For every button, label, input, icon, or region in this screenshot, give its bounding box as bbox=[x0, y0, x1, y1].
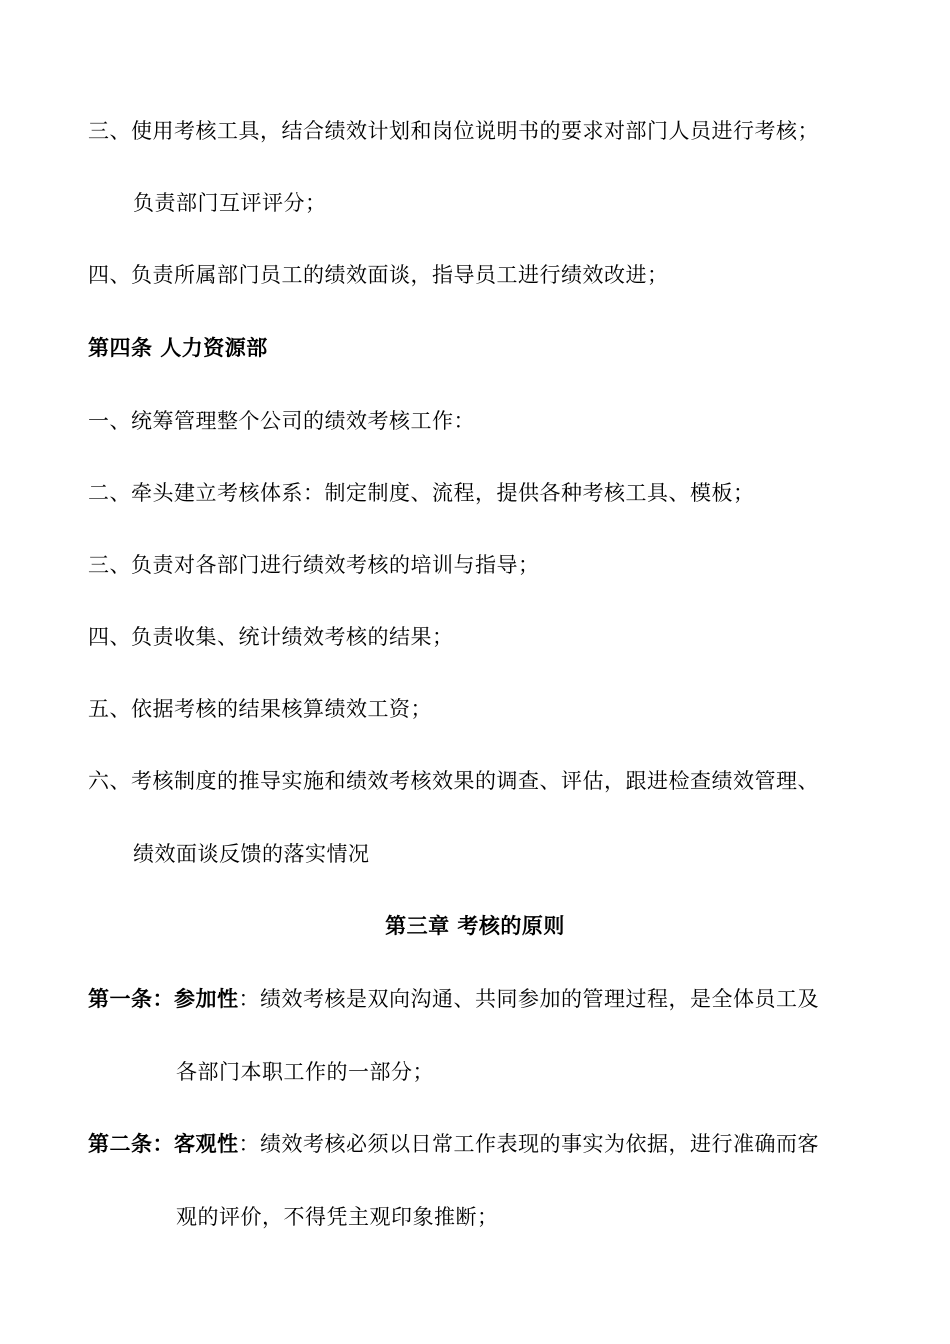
hr-item-1: 一、统筹管理整个公司的绩效考核工作： bbox=[88, 409, 475, 433]
principle-2-label: 第二条： bbox=[88, 1131, 174, 1156]
principle-1-line-2: 各部门本职工作的一部分； bbox=[176, 1060, 434, 1084]
hr-item-2: 二、牵头建立考核体系：制定制度、流程，提供各种考核工具、模板； bbox=[88, 481, 755, 505]
article-4-heading: 第四条 人力资源部 bbox=[88, 335, 268, 360]
chapter-3-title: 第三章 考核的原则 bbox=[385, 913, 565, 938]
hr-item-4: 四、负责收集、统计绩效考核的结果； bbox=[88, 625, 454, 649]
principle-2-line-1 bbox=[88, 1130, 819, 1158]
principle-1-line-1 bbox=[88, 985, 819, 1013]
item-3-line-2: 负责部门互评评分； bbox=[133, 191, 327, 215]
hr-item-5: 五、依据考核的结果核算绩效工资； bbox=[88, 697, 432, 721]
item-3-line-1: 三、使用考核工具，结合绩效计划和岗位说明书的要求对部门人员进行考核； bbox=[88, 119, 819, 143]
principle-2-term: 客观性 bbox=[174, 1131, 239, 1156]
hr-item-3: 三、负责对各部门进行绩效考核的培训与指导； bbox=[88, 553, 540, 577]
principle-1-label: 第一条： bbox=[88, 986, 174, 1011]
item-4: 四、负责所属部门员工的绩效面谈，指导员工进行绩效改进； bbox=[88, 263, 669, 287]
hr-item-6-line-2: 绩效面谈反馈的落实情况 bbox=[133, 842, 370, 866]
principle-1-term: 参加性 bbox=[174, 986, 239, 1011]
principle-2-line-2: 观的评价，不得凭主观印象推断； bbox=[176, 1205, 499, 1229]
principle-1-colon: ： bbox=[238, 987, 260, 1011]
principle-2-colon: ： bbox=[238, 1132, 260, 1156]
hr-item-6-line-1: 六、考核制度的推导实施和绩效考核效果的调查、评估，跟进检查绩效管理、 bbox=[88, 769, 819, 793]
principle-1-text: 绩效考核是双向沟通、共同参加的管理过程，是全体员工及 bbox=[260, 987, 819, 1011]
principle-2-text: 绩效考核必须以日常工作表现的事实为依据，进行准确而客 bbox=[260, 1132, 819, 1156]
